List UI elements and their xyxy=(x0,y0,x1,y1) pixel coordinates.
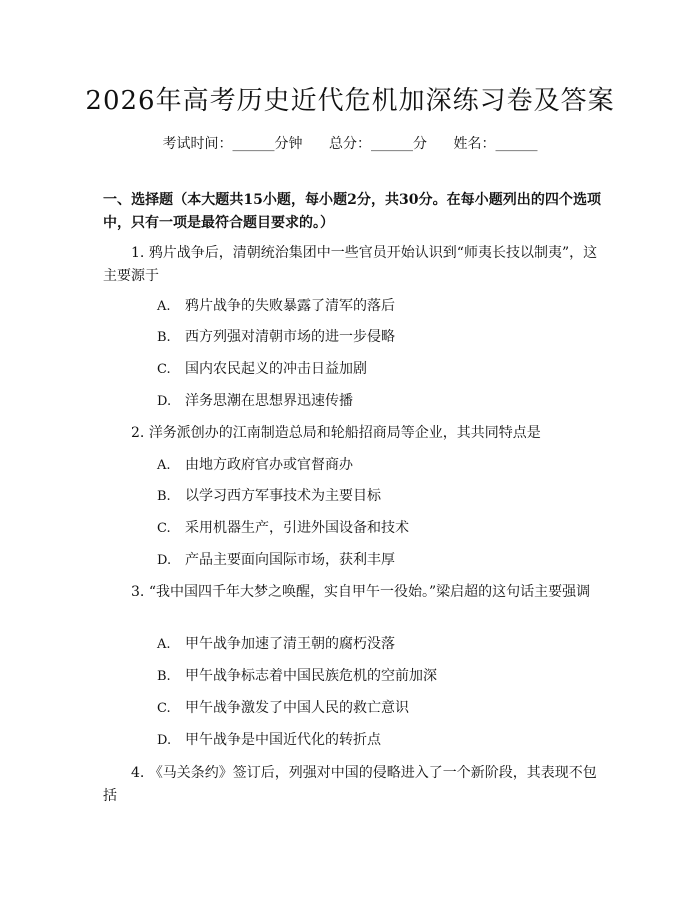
option-text: 由地方政府官办或官督商办 xyxy=(185,457,353,473)
option-text: 产品主要面向国际市场，获利丰厚 xyxy=(185,552,395,568)
option-text: 甲午战争标志着中国民族危机的空前加深 xyxy=(185,668,437,684)
question-2-option-d xyxy=(157,550,395,571)
section-heading: 一、选择题（本大题共15小题，每小题2分，共30分。在每小题列出的四个选项中，只有一项是最符合题目要求的。） xyxy=(103,192,601,231)
option-text: 甲午战争激发了中国人民的救亡意识 xyxy=(185,700,409,716)
option-text: 采用机器生产，引进外国设备和技术 xyxy=(185,520,409,536)
option-text: 洋务思潮在思想界迅速传播 xyxy=(185,393,353,409)
question-2-option-a xyxy=(157,455,353,476)
student-name-field: 姓名：______ xyxy=(453,136,538,152)
question-2-option-b xyxy=(157,486,381,507)
option-letter: B. xyxy=(157,489,171,504)
question-3 xyxy=(103,581,601,604)
option-text: 国内农民起义的冲击日益加剧 xyxy=(185,361,367,377)
exam-info-line xyxy=(0,133,700,153)
option-letter: D. xyxy=(157,733,172,748)
question-3-option-d xyxy=(157,730,381,751)
question-number: 3. xyxy=(131,584,145,600)
option-letter: C. xyxy=(157,362,171,377)
option-letter: C. xyxy=(157,701,171,716)
option-letter: A. xyxy=(157,458,171,473)
question-1-option-b xyxy=(157,327,395,348)
question-2-option-c xyxy=(157,518,409,539)
question-4 xyxy=(103,762,601,808)
option-text: 西方列强对清朝市场的进一步侵略 xyxy=(185,329,395,345)
option-letter: D. xyxy=(157,394,172,409)
question-3-option-c xyxy=(157,698,409,719)
option-letter: B. xyxy=(157,330,171,345)
option-letter: C. xyxy=(157,521,171,536)
option-text: 甲午战争是中国近代化的转折点 xyxy=(185,732,381,748)
page-title: 2026年高考历史近代危机加深练习卷及答案 xyxy=(85,86,615,116)
question-text: “我中国四千年大梦之唤醒，实自甲午一役始。”梁启超的这句话主要强调 xyxy=(148,584,591,600)
option-letter: A. xyxy=(157,637,171,652)
question-number: 4. xyxy=(131,765,145,781)
option-letter: A. xyxy=(157,299,171,314)
question-text: 洋务派创办的江南制造总局和轮船招商局等企业，其共同特点是 xyxy=(148,425,541,441)
question-2 xyxy=(103,422,601,445)
question-number: 1. xyxy=(131,245,145,261)
exam-time-field: 考试时间：______分钟 xyxy=(162,136,303,152)
question-text: 鸦片战争后，清朝统治集团中一些官员开始认识到“师夷长技以制夷”，这主要源于 xyxy=(103,245,598,284)
question-text: 《马关条约》签订后，列强对中国的侵略进入了一个新阶段，其表现不包括 xyxy=(103,765,597,804)
question-1-option-d xyxy=(157,391,353,412)
total-score-field: 总分：______分 xyxy=(329,136,427,152)
question-number: 2. xyxy=(131,425,145,441)
question-1-option-a xyxy=(157,296,395,317)
option-text: 甲午战争加速了清王朝的腐朽没落 xyxy=(185,636,395,652)
question-1 xyxy=(103,242,601,288)
question-1-option-c xyxy=(157,359,367,380)
option-letter: B. xyxy=(157,669,171,684)
question-3-option-b xyxy=(157,666,437,687)
option-letter: D. xyxy=(157,553,172,568)
question-3-option-a xyxy=(157,634,395,655)
option-text: 以学习西方军事技术为主要目标 xyxy=(185,488,381,504)
option-text: 鸦片战争的失败暴露了清军的落后 xyxy=(185,298,395,314)
